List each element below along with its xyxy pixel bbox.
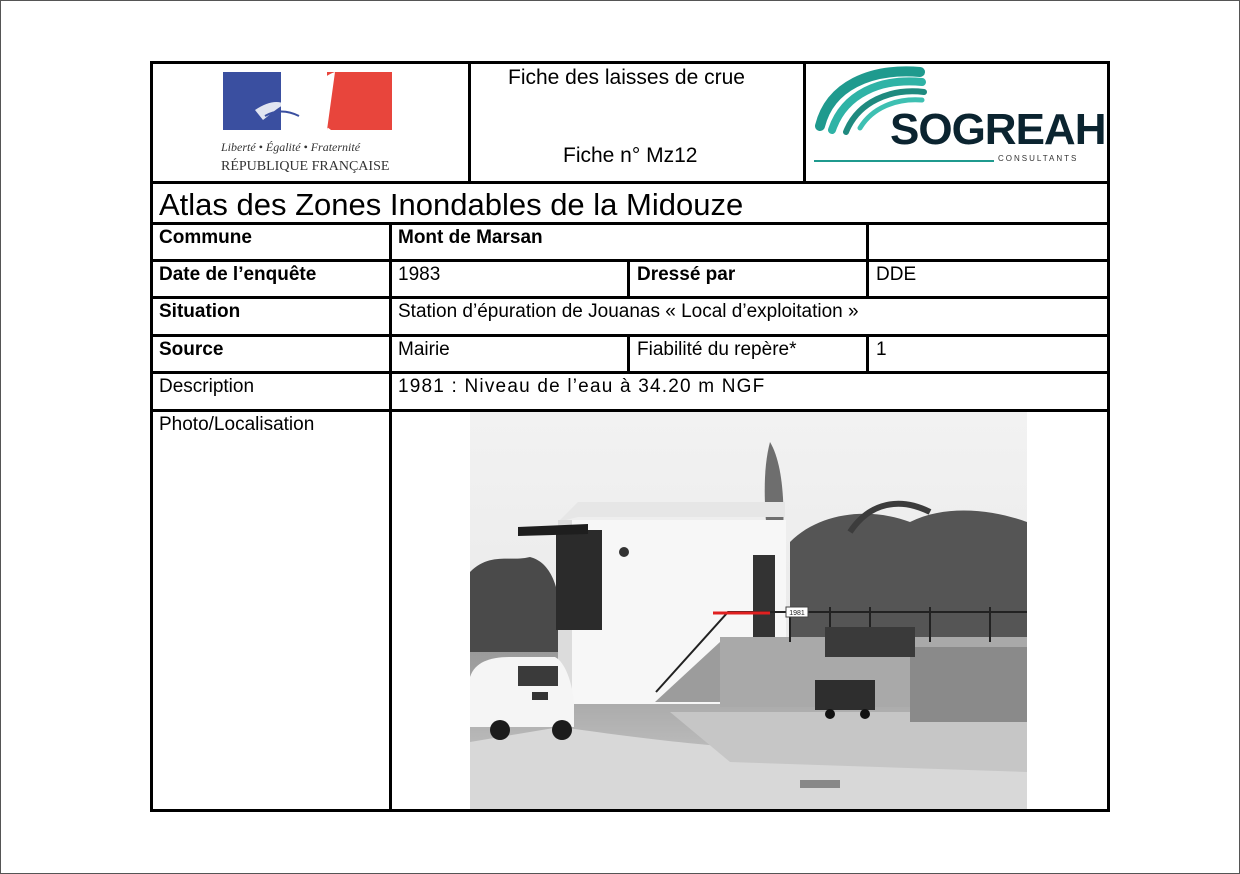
source-value: Mairie xyxy=(398,339,450,360)
commune-value: Mont de Marsan xyxy=(398,227,543,248)
republique-francaise-logo xyxy=(215,70,400,180)
situation-value: Station d’épuration de Jouanas « Local d’exploitation » xyxy=(398,301,859,322)
description-value: 1981 : Niveau de l’eau à 34.20 m NGF xyxy=(398,376,766,397)
photo-label: Photo/Localisation xyxy=(159,414,315,435)
fiche-title: Fiche des laisses de crue xyxy=(508,66,745,89)
country-name: RÉPUBLIQUE FRANÇAISE xyxy=(221,159,390,174)
reliability-value: 1 xyxy=(876,339,887,360)
sogreah-subtitle: CONSULTANTS xyxy=(998,154,1079,163)
station-photo-image xyxy=(470,412,1027,809)
motto: Liberté • Égalité • Fraternité xyxy=(221,140,361,154)
sogreah-name: SOGREAH xyxy=(890,105,1106,154)
flood-marker-label: 1981 xyxy=(789,610,805,617)
source-label: Source xyxy=(159,339,224,360)
reliability-label: Fiabilité du repère* xyxy=(637,339,797,360)
fiche-number: Fiche n° Mz12 xyxy=(563,144,698,167)
station-photo xyxy=(470,412,1027,809)
atlas-title: Atlas des Zones Inondables de la Midouze xyxy=(159,187,744,222)
dresse-par-label: Dressé par xyxy=(637,264,736,285)
situation-label: Situation xyxy=(159,301,241,322)
commune-label: Commune xyxy=(159,227,252,248)
date-label: Date de l’enquête xyxy=(159,264,317,285)
description-label: Description xyxy=(159,376,255,397)
sogreah-logo xyxy=(810,66,1106,178)
dresse-par-value: DDE xyxy=(876,264,917,285)
date-value: 1983 xyxy=(398,264,441,285)
marianne-flag-icon xyxy=(215,70,400,132)
